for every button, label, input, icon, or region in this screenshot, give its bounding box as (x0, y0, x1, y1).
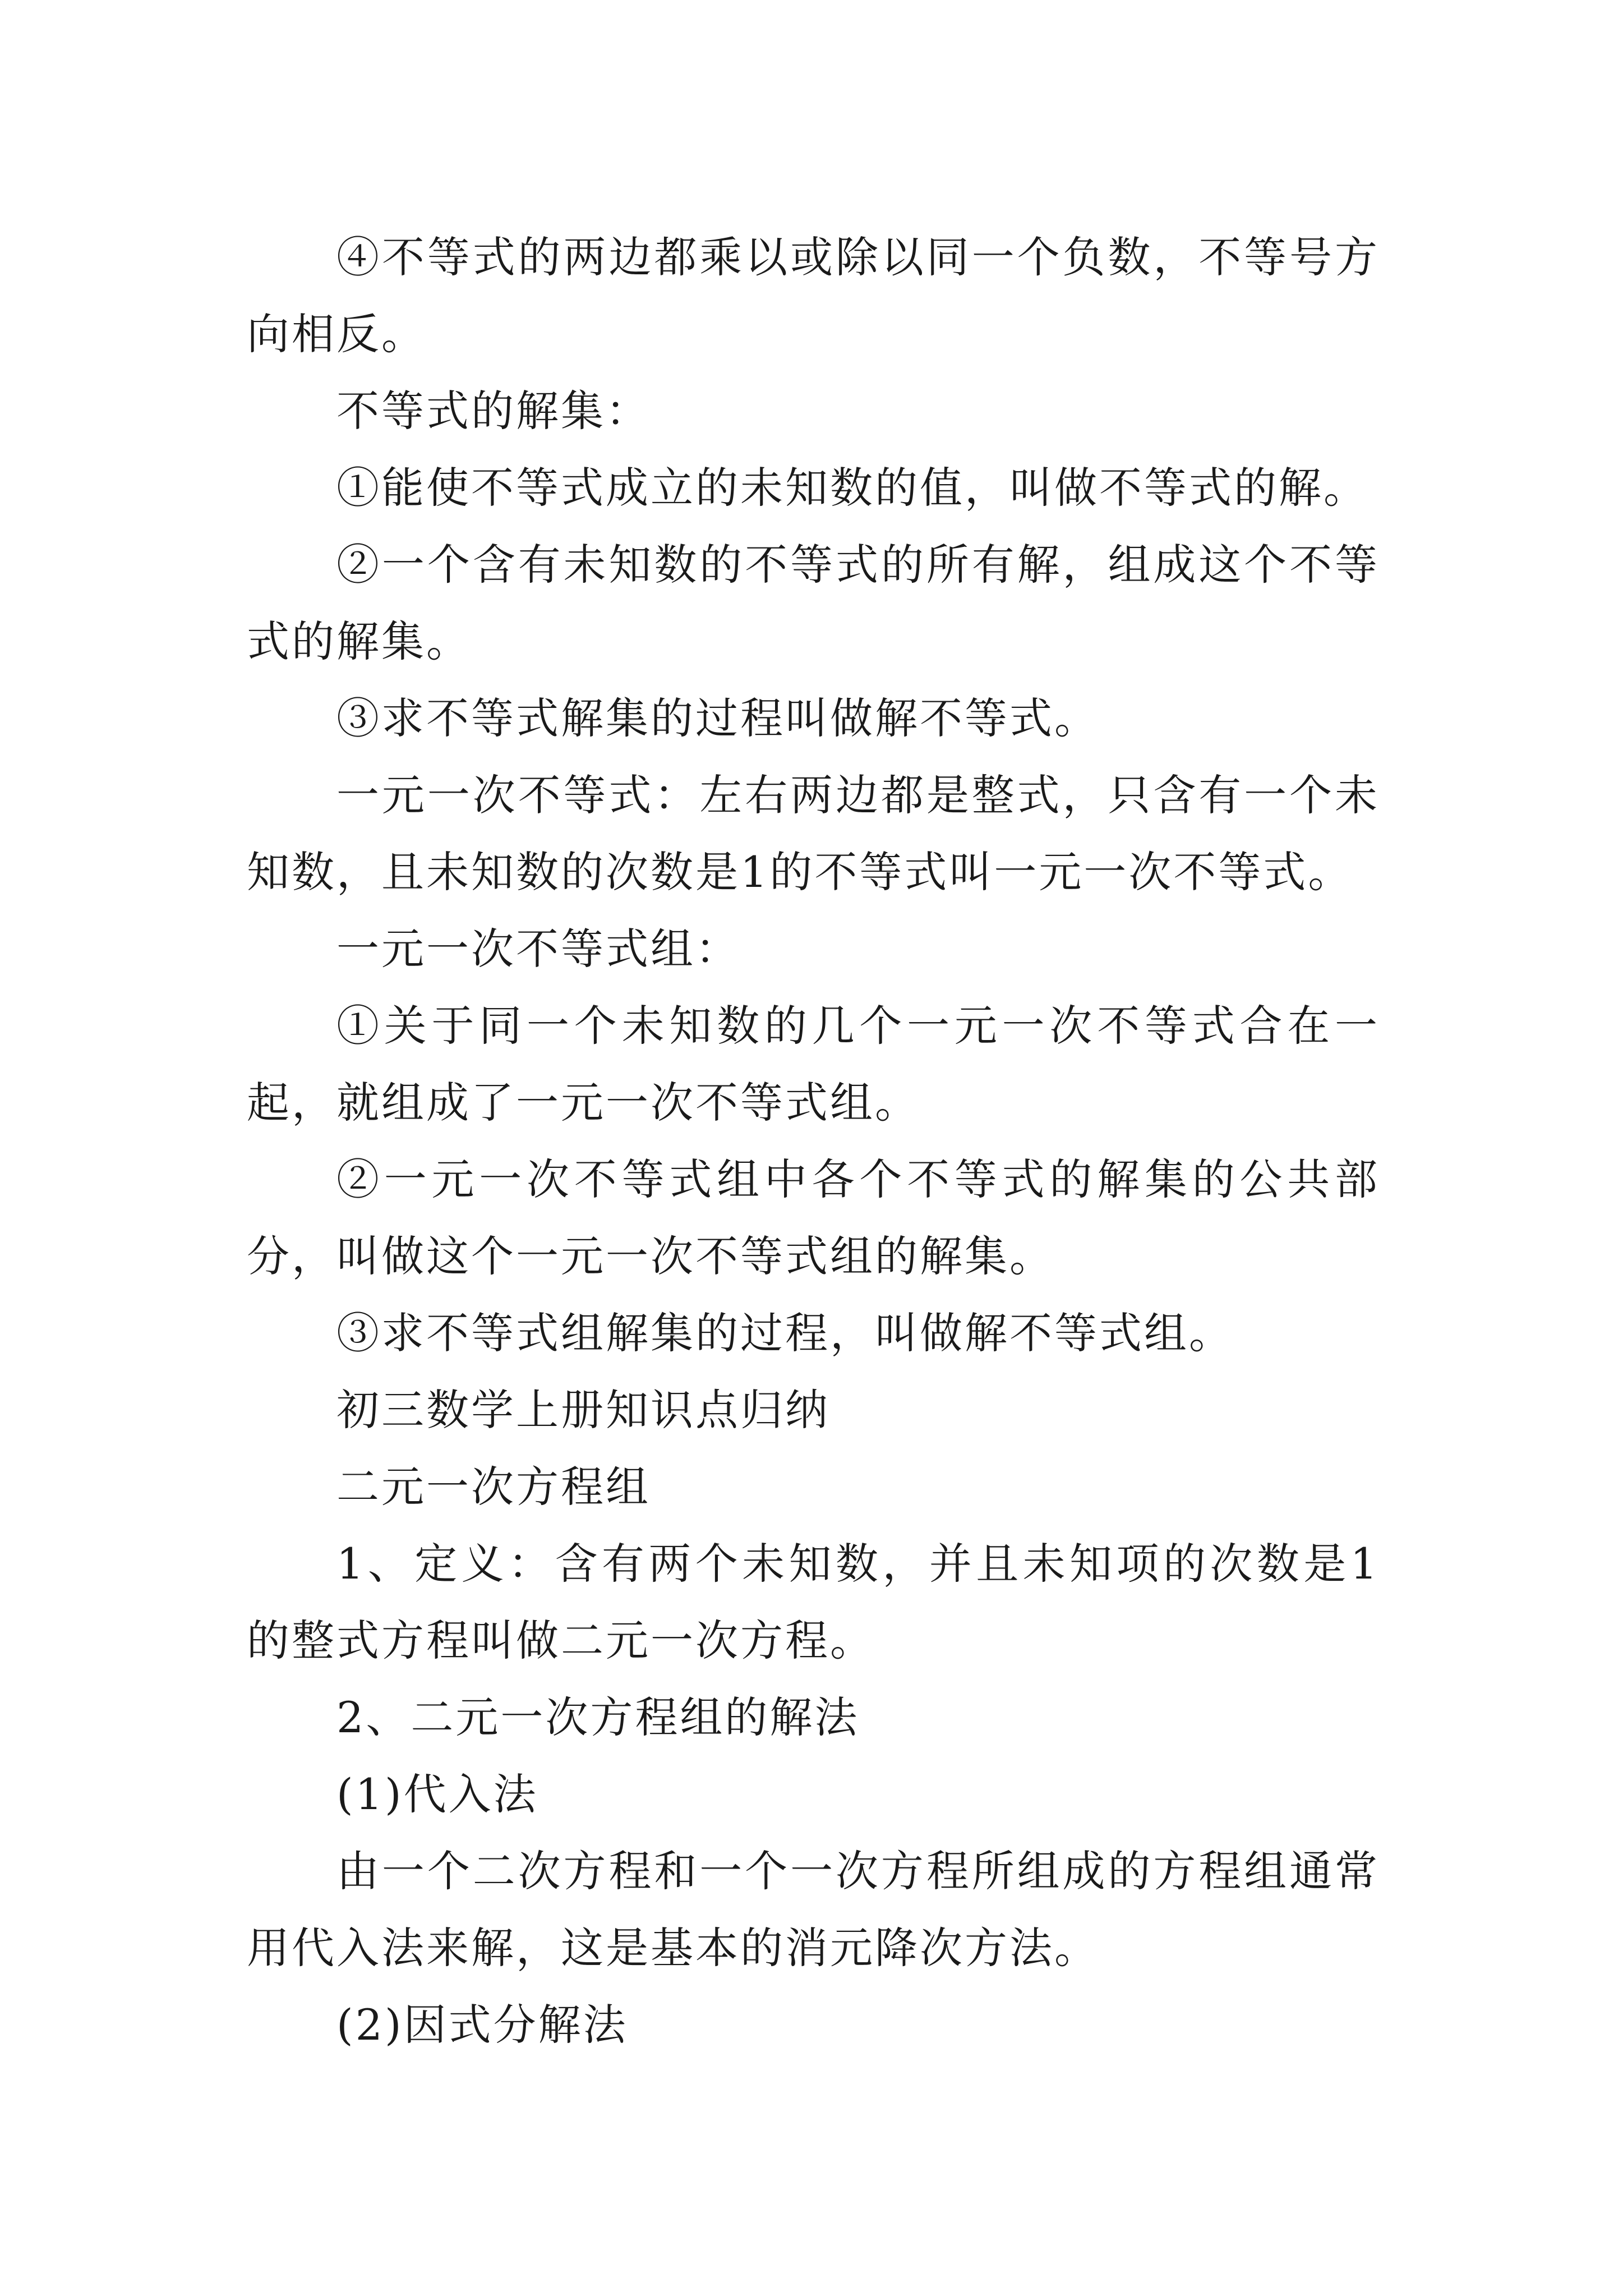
paragraph-inequality-system-heading: 一元一次不等式组： (336, 924, 740, 974)
paragraph-property-4: ④不等式的两边都乘以或除以同一个负数，不等号方向相反。 (247, 232, 1380, 359)
paragraph-definition: 1、定义：含有两个未知数，并且未知项的次数是1的整式方程叫做二元一次方程。 (247, 1539, 1380, 1665)
paragraph-linear-inequality: 一元一次不等式：左右两边都是整式，只含有一个未知数，且未知数的次数是1的不等式叫一元一次不等式。 (247, 770, 1380, 897)
paragraph-solution-methods: 2、二元一次方程组的解法 (336, 1692, 860, 1742)
paragraph-inequality-system-2: ②一元一次不等式组中各个不等式的解集的公共部分，叫做这个一元一次不等式组的解集。 (247, 1154, 1380, 1281)
paragraph-inequality-system-3: ③求不等式组解集的过程，叫做解不等式组。 (336, 1308, 1234, 1358)
paragraph-solution-set-3: ③求不等式解集的过程叫做解不等式。 (336, 693, 1099, 743)
paragraph-solution-set-heading: 不等式的解集： (336, 386, 651, 436)
paragraph-solution-set-1: ①能使不等式成立的未知数的值，叫做不等式的解。 (336, 463, 1368, 513)
paragraph-factorization-heading: (2)因式分解法 (336, 2000, 628, 2050)
document-body (247, 219, 1380, 2063)
paragraph-equation-system-heading: 二元一次方程组 (336, 1462, 651, 1512)
paragraph-section-title: 初三数学上册知识点归纳 (336, 1385, 830, 1435)
paragraph-inequality-system-1: ①关于同一个未知数的几个一元一次不等式合在一起，就组成了一元一次不等式组。 (247, 1001, 1380, 1128)
paragraph-substitution-heading: (1)代入法 (336, 1769, 538, 1819)
paragraph-solution-set-2: ②一个含有未知数的不等式的所有解，组成这个不等式的解集。 (247, 540, 1380, 666)
paragraph-substitution-text: 由一个二次方程和一个一次方程所组成的方程组通常用代入法来解，这是基本的消元降次方法。 (247, 1846, 1380, 1973)
